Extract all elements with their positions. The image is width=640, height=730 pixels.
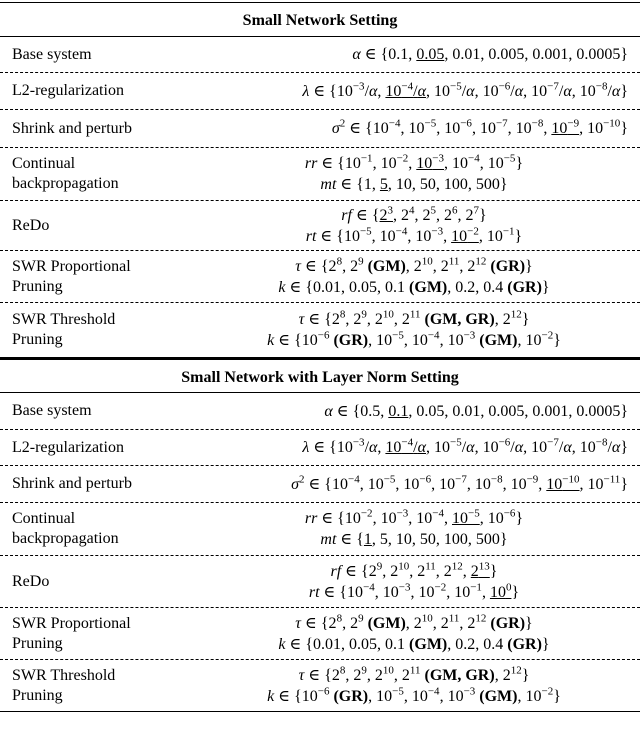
row-name: L2-regularization — [12, 438, 124, 456]
table-row — [0, 556, 640, 608]
table-row — [0, 608, 640, 660]
row-name: SWR Threshold Pruning — [12, 666, 116, 704]
row-name: Base system — [12, 402, 92, 419]
value-line: k ∈ {0.01, 0.05, 0.1 (GM), 0.2, 0.4 (GR)} — [278, 278, 550, 296]
value-line: $\sigma^2$ ∈ {$10^{-4}$, $10^{-5}$, $10^{-6}$, $10^{-7}$, $10^{-8}$, $10^{-9}$, $10^{-10}$, $10^{-11}$} — [291, 473, 628, 493]
table-row — [0, 430, 640, 466]
row-name: L2-regularization — [12, 82, 124, 99]
row-name: SWR Proportional Pruning — [12, 257, 131, 295]
value-line: rt ∈ {$10^{-5}$, $10^{-4}$, $10^{-3}$, $10^{-2}$, $10^{-1}$} — [305, 225, 523, 245]
row-name: Base system — [12, 45, 92, 63]
row-values — [160, 508, 640, 550]
row-values — [160, 613, 640, 655]
value-line: k ∈ {0.01, 0.05, 0.1 (GM), 0.2, 0.4 (GR)} — [278, 635, 550, 653]
row-values — [160, 205, 640, 247]
row-values — [160, 256, 640, 298]
value-line: τ ∈ {$2^8$, $2^9$, $2^{10}$, $2^{11}$ (GM, GR), $2^{12}$} — [298, 308, 530, 328]
value-line: τ ∈ {$2^8$, $2^9$, $2^{10}$, $2^{11}$ (GM, GR), $2^{12}$} — [298, 664, 530, 684]
value-line: k ∈ {$10^{-6}$ (GR), $10^{-5}$, $10^{-4}$, $10^{-3}$ (GM), $10^{-2}$} — [267, 685, 561, 705]
row-values — [160, 309, 640, 351]
hyperparameter-table — [0, 2, 640, 712]
row-values — [160, 561, 640, 603]
row-values — [160, 118, 640, 139]
section-title: Small Network Setting — [0, 2, 640, 37]
table-row — [0, 466, 640, 503]
row-name: SWR Threshold Pruning — [12, 311, 116, 348]
row-name: Shrink and perturb — [12, 119, 132, 137]
value-line: mt ∈ {1, 5, 10, 50, 100, 500} — [320, 176, 508, 193]
table-row — [0, 110, 640, 148]
value-line: rr ∈ {$10^{-2}$, $10^{-3}$, $10^{-4}$, $10^{-5}$, $10^{-6}$} — [304, 507, 524, 527]
value-line: $\sigma^2$ ∈ {$10^{-4}$, $10^{-5}$, $10^{-6}$, $10^{-7}$, $10^{-8}$, $10^{-9}$, $10^{-10}$} — [331, 117, 628, 137]
value-line: τ ∈ {$2^8$, $2^9$ (GM), $2^{10}$, $2^{11}$, $2^{12}$ (GR)} — [295, 612, 533, 632]
table-row — [0, 251, 640, 303]
row-values — [160, 81, 640, 102]
row-name: ReDo — [12, 572, 50, 590]
value-line: rf ∈ {$2^9$, $2^{10}$, $2^{11}$, $2^{12}$, $2^{13}$} — [330, 560, 498, 580]
row-values — [160, 44, 640, 65]
value-line: τ ∈ {$2^8$, $2^9$ (GM), $2^{10}$, $2^{11}$, $2^{12}$ (GR)} — [295, 255, 533, 275]
row-name: Continual backpropagation — [12, 155, 119, 192]
value-line: α ∈ {0.5, 0.1, 0.05, 0.01, 0.005, 0.001, 0.0005} — [324, 402, 628, 420]
table-row — [0, 73, 640, 110]
table-row — [0, 201, 640, 251]
row-values — [160, 401, 640, 422]
row-name: ReDo — [12, 216, 50, 234]
table-row — [0, 660, 640, 712]
row-name: SWR Proportional Pruning — [12, 614, 131, 652]
table-row — [0, 303, 640, 358]
row-name: Shrink and perturb — [12, 475, 132, 492]
value-line: λ ∈ {$10^{-3}/\alpha$, $10^{-4}/\alpha$, $10^{-5}/\alpha$, $10^{-6}/\alpha$, $10^{-7}/\alpha$, $10^{-8}/\alpha$} — [302, 80, 628, 100]
row-values — [160, 153, 640, 195]
value-line: rf ∈ {$2^3$, $2^4$, $2^5$, $2^6$, $2^7$} — [341, 204, 487, 224]
table-row — [0, 148, 640, 201]
table-row — [0, 503, 640, 556]
table-row — [0, 393, 640, 430]
value-line: rt ∈ {$10^{-4}$, $10^{-3}$, $10^{-2}$, $10^{-1}$, $10^0$} — [308, 581, 520, 601]
row-values — [160, 665, 640, 707]
table-row — [0, 37, 640, 73]
value-line: k ∈ {$10^{-6}$ (GR), $10^{-5}$, $10^{-4}$, $10^{-3}$ (GM), $10^{-2}$} — [267, 329, 561, 349]
row-name: Continual backpropagation — [12, 510, 119, 547]
row-values — [160, 474, 640, 495]
section-title: Small Network with Layer Norm Setting — [0, 358, 640, 393]
row-values — [160, 437, 640, 458]
value-line: α ∈ {0.1, 0.05, 0.01, 0.005, 0.001, 0.0005} — [352, 46, 628, 63]
value-line: λ ∈ {$10^{-3}/\alpha$, $10^{-4}/\alpha$, $10^{-5}/\alpha$, $10^{-6}/\alpha$, $10^{-7}/\alpha$, $10^{-8}/\alpha$} — [302, 436, 628, 456]
value-line: mt ∈ {1, 5, 10, 50, 100, 500} — [320, 531, 508, 548]
value-line: rr ∈ {$10^{-1}$, $10^{-2}$, $10^{-3}$, $10^{-4}$, $10^{-5}$} — [304, 152, 524, 172]
